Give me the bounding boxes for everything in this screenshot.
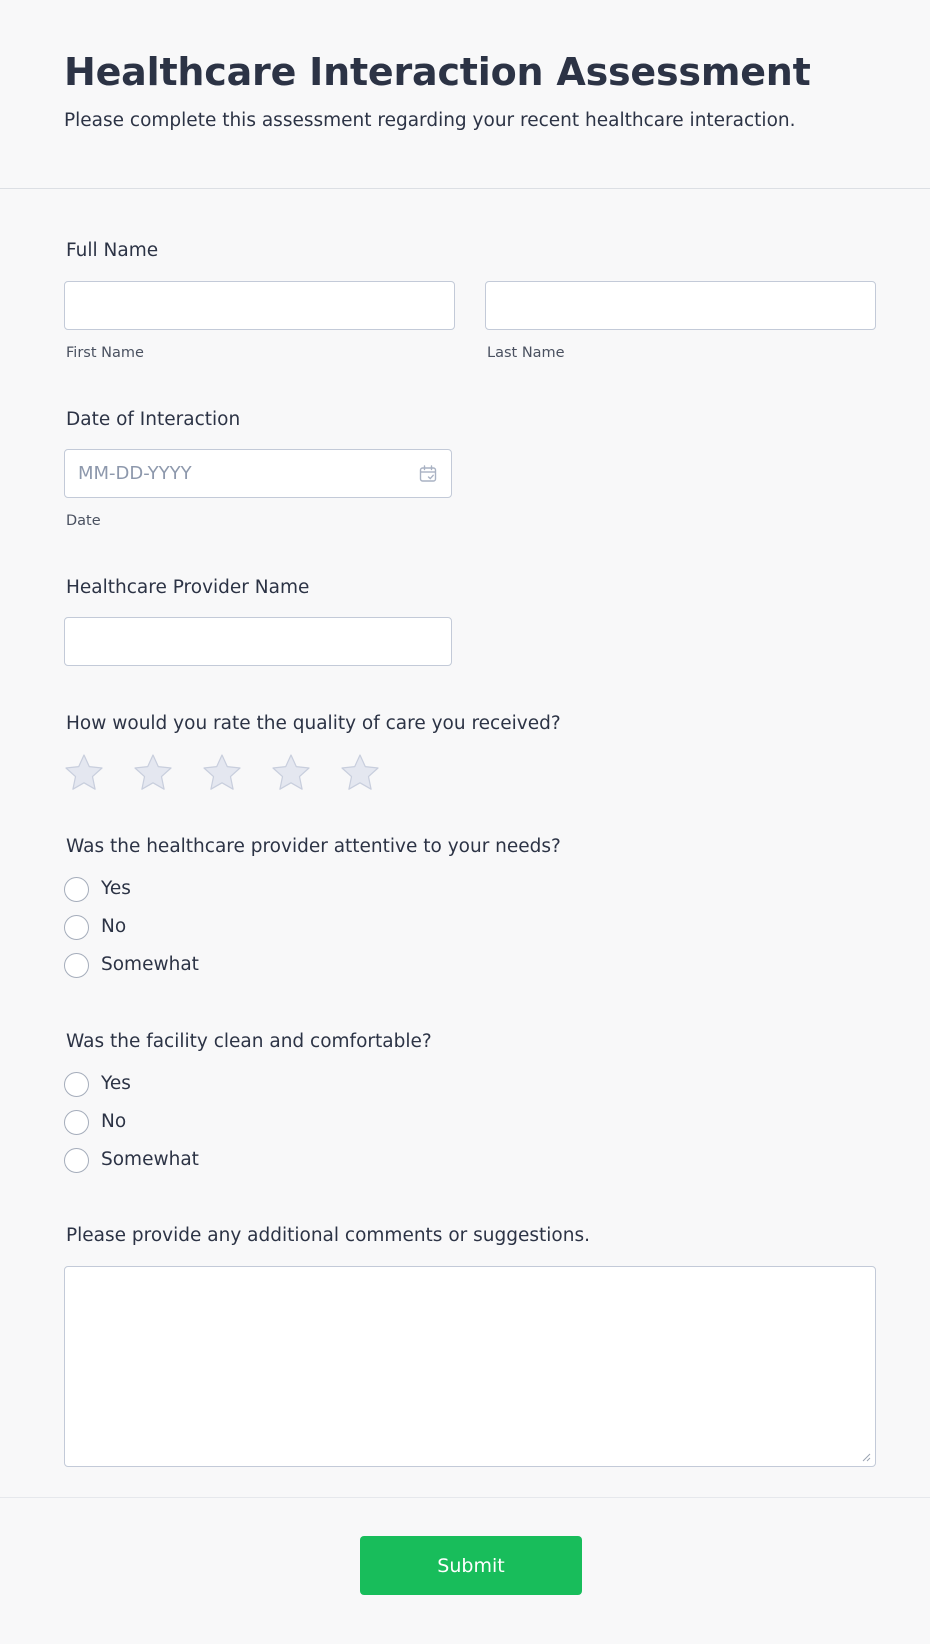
star-icon[interactable]	[339, 752, 381, 794]
attentive-label: Was the healthcare provider attentive to your needs?	[66, 836, 561, 857]
form-header	[0, 0, 930, 189]
date-label: Date of Interaction	[66, 409, 241, 430]
date-field[interactable]	[64, 449, 452, 498]
star-icon[interactable]	[270, 752, 312, 794]
comments-field[interactable]	[64, 1266, 876, 1467]
facility-label: Was the facility clean and comfortable?	[66, 1031, 432, 1052]
radio-label: No	[101, 1111, 127, 1132]
rating-label: How would you rate the quality of care you received?	[66, 713, 561, 734]
radio-button[interactable]	[64, 1148, 89, 1173]
first-name-field[interactable]	[64, 281, 455, 330]
resize-handle-icon[interactable]	[861, 1452, 871, 1462]
radio-button[interactable]	[64, 1110, 89, 1135]
date-input[interactable]	[65, 450, 451, 497]
last-name-sublabel: Last Name	[487, 345, 565, 361]
last-name-input[interactable]	[486, 282, 875, 329]
star-icon[interactable]	[201, 752, 243, 794]
star-icon[interactable]	[132, 752, 174, 794]
full-name-label: Full Name	[66, 240, 159, 261]
first-name-sublabel: First Name	[66, 345, 144, 361]
form-subtitle: Please complete this assessment regarding your recent healthcare interaction.	[64, 110, 796, 131]
provider-input[interactable]	[65, 618, 451, 665]
last-name-field[interactable]	[485, 281, 876, 330]
comments-label: Please provide any additional comments or suggestions.	[66, 1225, 590, 1246]
submit-button[interactable]: Submit	[360, 1536, 582, 1595]
form-title: Healthcare Interaction Assessment	[64, 50, 811, 94]
radio-label: Yes	[101, 1073, 131, 1094]
radio-label: Yes	[101, 878, 131, 899]
radio-label: No	[101, 916, 127, 937]
radio-label: Somewhat	[101, 1149, 199, 1170]
first-name-input[interactable]	[65, 282, 454, 329]
form-footer	[0, 1497, 930, 1644]
radio-label: Somewhat	[101, 954, 199, 975]
radio-button[interactable]	[64, 1072, 89, 1097]
date-sublabel: Date	[66, 513, 101, 529]
calendar-icon[interactable]	[418, 464, 438, 484]
comments-textarea[interactable]	[65, 1267, 875, 1466]
radio-button[interactable]	[64, 877, 89, 902]
radio-button[interactable]	[64, 915, 89, 940]
provider-field[interactable]	[64, 617, 452, 666]
star-icon[interactable]	[63, 752, 105, 794]
radio-button[interactable]	[64, 953, 89, 978]
provider-label: Healthcare Provider Name	[66, 577, 310, 598]
